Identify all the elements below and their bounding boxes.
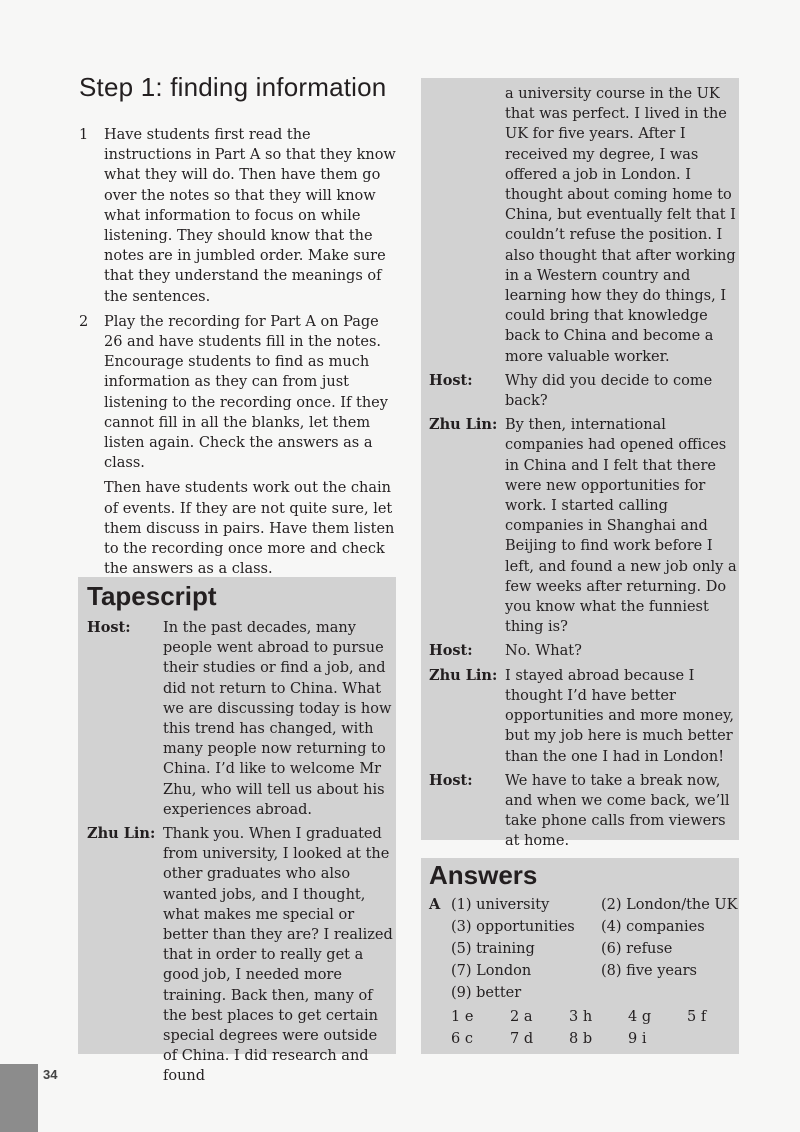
answers-match-grid bbox=[451, 1006, 739, 1050]
dialogue-turn bbox=[429, 641, 739, 661]
speech-text: We have to take a break now, and when we come back, we’ll take phone calls from viewers at home. bbox=[505, 772, 730, 850]
answer-match: 1 e bbox=[451, 1009, 474, 1025]
answer-match: 7 d bbox=[510, 1031, 534, 1047]
speech-text: No. What? bbox=[505, 643, 582, 660]
dialogue-turn bbox=[429, 84, 739, 367]
answers-list bbox=[429, 894, 739, 1050]
answer-note: (7) London bbox=[451, 963, 532, 979]
instruction-extra-paragraph: Then have students work out the chain of events. If they are not quite sure, let them discuss in pairs. Have them listen to the recording once more and check the answers as a class. bbox=[104, 480, 395, 578]
speaker-label: Zhu Lin: bbox=[429, 416, 498, 434]
answer-match: 2 a bbox=[510, 1009, 533, 1025]
answers-box bbox=[421, 858, 739, 1054]
dialogue-turn bbox=[429, 771, 739, 852]
answer-match: 6 c bbox=[451, 1031, 473, 1047]
speech-text: a university course in the UK that was perfect. I lived in the UK for five years. After I received my degree, I was offered a job in London. I thought about coming home to China, but eventually felt that I couldn’t refuse the position. I also thought that after working in a Western country and learning how they do things, I could bring that knowledge back to China and become a more valuable worker. bbox=[505, 86, 736, 365]
answer-match: 9 i bbox=[628, 1031, 647, 1047]
speaker-label: Host: bbox=[429, 642, 473, 660]
speaker-label: Zhu Lin: bbox=[87, 825, 156, 843]
step-heading: Step 1: finding information bbox=[79, 72, 387, 102]
page-tab bbox=[0, 1064, 38, 1132]
answer-note: (3) opportunities bbox=[451, 919, 575, 935]
instruction-number: 1 bbox=[79, 127, 89, 143]
dialogue-right bbox=[429, 84, 739, 856]
instruction-text: Have students first read the instructions in Part A so that they know what they will do. Then have them go over the notes so that they will know what information to focus on while listening. They should know that the notes are in jumbled order. Make sure that they understand the meanings of the sentences. bbox=[104, 127, 396, 305]
answer-match: 3 h bbox=[569, 1009, 593, 1025]
dialogue-left bbox=[87, 618, 395, 1091]
tapescript-box-left bbox=[78, 577, 396, 1085]
answer-match: 8 b bbox=[569, 1031, 593, 1047]
dialogue-turn bbox=[87, 618, 395, 820]
speaker-label: Host: bbox=[429, 771, 473, 789]
answer-note: (2) London/the UK bbox=[601, 897, 738, 913]
dialogue-turn bbox=[87, 824, 395, 1087]
speech-text: Thank you. When I graduated from university, I looked at the other graduates who also wanted jobs, and I thought, what makes me special or better than they are? I realized that in order to really get a good job, I needed more training. Back then, many of the best places to get certain special degrees were outside of China. I did research and found bbox=[163, 826, 393, 1085]
instruction-item bbox=[79, 312, 399, 474]
speech-text: Why did you decide to come back? bbox=[505, 372, 713, 410]
answers-part-label: A bbox=[429, 896, 441, 913]
dialogue-turn bbox=[429, 666, 739, 767]
answers-title: Answers bbox=[429, 860, 538, 890]
instruction-text: Play the recording for Part A on Page 26 and have students fill in the notes. Encourage students to find as much information as they can from just listening to the recording once. If they cannot fill in all the blanks, let them listen again. Check the answers as a class. bbox=[104, 313, 388, 472]
speaker-label: Host: bbox=[429, 371, 473, 389]
answer-note: (5) training bbox=[451, 941, 535, 957]
answers-notes-grid bbox=[451, 894, 739, 1004]
answer-note: (8) five years bbox=[601, 963, 697, 979]
answer-note: (9) better bbox=[451, 985, 522, 1001]
page-number: 34 bbox=[43, 1067, 58, 1082]
answer-note: (1) university bbox=[451, 897, 550, 913]
instruction-number: 2 bbox=[79, 313, 89, 330]
answer-note: (6) refuse bbox=[601, 941, 673, 957]
instruction-item bbox=[79, 125, 399, 307]
tapescript-box-right bbox=[421, 78, 739, 850]
speech-text: In the past decades, many people went abroad to pursue their studies or find a job, and did not return to China. What we are discussing today is how this trend has changed, with many people now returning to China. I’d like to welcome Mr Zhu, who will tell us about his experiences abroad. bbox=[163, 620, 392, 818]
speech-text: I stayed abroad because I thought I’d have better opportunities and more money, but my job here is much better than the one I had in London! bbox=[505, 667, 734, 765]
speaker-label bbox=[429, 84, 505, 367]
dialogue-turn bbox=[429, 371, 739, 411]
speaker-label: Zhu Lin: bbox=[429, 666, 498, 684]
answer-match: 4 g bbox=[628, 1009, 652, 1025]
answer-note: (4) companies bbox=[601, 919, 705, 935]
speech-text: By then, international companies had opened offices in China and I felt that there were new opportunities for work. I started calling companies in Shanghai and Beijing to find work before I left, and found a new job only a few weeks after returning. Do you know what the funniest thing is? bbox=[505, 417, 737, 636]
answer-match: 5 f bbox=[687, 1009, 707, 1025]
instructions-list bbox=[79, 125, 399, 579]
dialogue-turn bbox=[429, 415, 739, 637]
speaker-label: Host: bbox=[87, 619, 131, 636]
tapescript-title: Tapescript bbox=[87, 581, 217, 611]
